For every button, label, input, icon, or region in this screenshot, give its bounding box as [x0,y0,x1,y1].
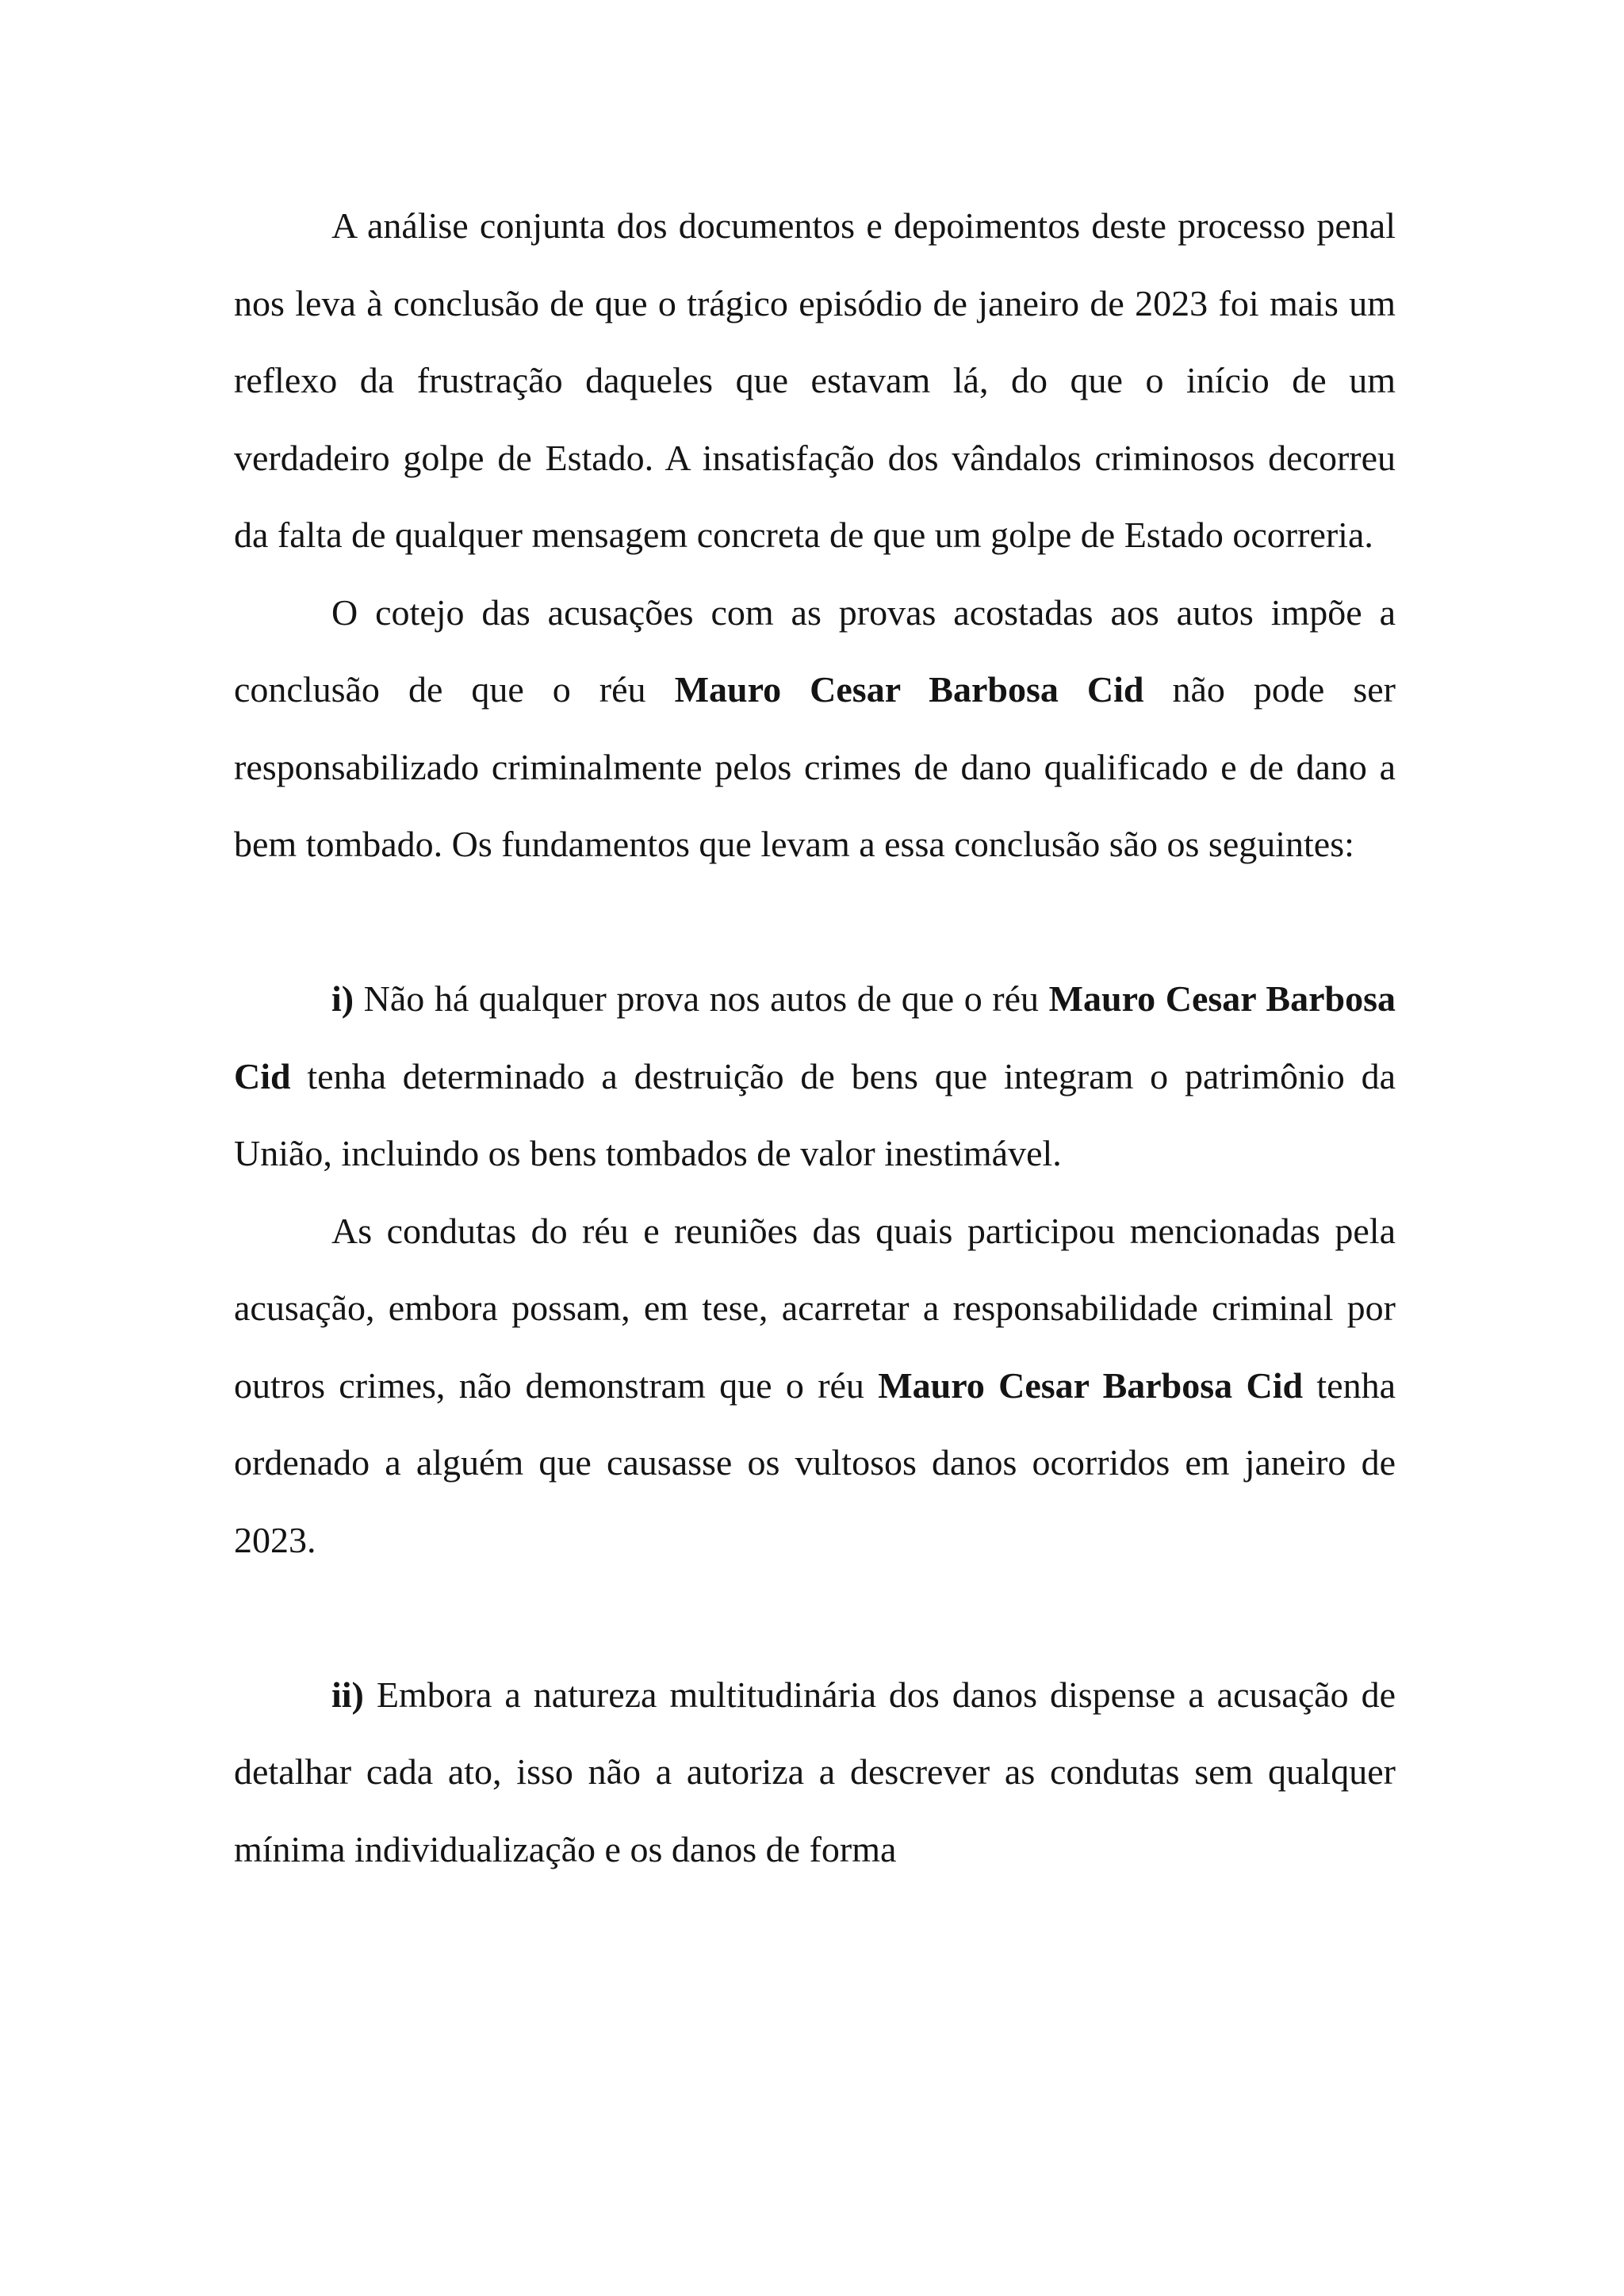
item-marker: i) [331,978,354,1019]
paragraph-text: Não há qualquer prova nos autos de que o réu [354,978,1049,1019]
paragraph-text: tenha determinado a destruição de bens que integram o patrimônio da União, incluindo os bens tombados de valor inestimável. [234,1055,1396,1173]
paragraph-text: O cotejo das acusações com as provas acostadas aos autos impõe a conclusão de que o réu [234,591,1396,710]
paragraph-text: As condutas do réu e reuniões das quais participou mencionadas pela acusação, embora possam, em tese, acarretar a responsabilidade criminal por outros crimes, não demonstram que o réu [234,1210,1396,1406]
paragraph-text: não pode ser responsabilizado criminalmente pelos crimes de dano qualificado e de dano a bem tombado. Os fundamentos que levam a essa conclusão são os seguintes: [234,669,1396,864]
paragraph-text: Embora a natureza multitudinária dos danos dispense a acusação de detalhar cada ato, isso não a autoriza a descrever as condutas sem qualquer mínima individualização e os danos de forma [234,1674,1396,1869]
paragraph-text: tenha ordenado a alguém que causasse os vultosos danos ocorridos em janeiro de 2023. [234,1364,1396,1560]
paragraph-3 [234,960,1396,1192]
defendant-name: Mauro Cesar Barbosa Cid [234,978,1396,1096]
defendant-name: Mauro Cesar Barbosa Cid [878,1364,1304,1406]
paragraph-1 [234,187,1396,574]
paragraph-2 [234,574,1396,883]
defendant-name: Mauro Cesar Barbosa Cid [674,669,1144,710]
paragraph-4 [234,1192,1396,1579]
document-body [234,187,1396,1888]
paragraph-text: A análise conjunta dos documentos e depoimentos deste processo penal nos leva à conclusão de que o trágico episódio de janeiro de 2023 foi mais um reflexo da frustração daqueles que estavam lá, do que o início de um verdadeiro golpe de Estado. A insatisfação dos vândalos criminosos decorreu da falta de qualquer mensagem concreta de que um golpe de Estado ocorreria. [234,205,1396,555]
paragraph-5 [234,1656,1396,1888]
item-marker: ii) [331,1674,364,1715]
